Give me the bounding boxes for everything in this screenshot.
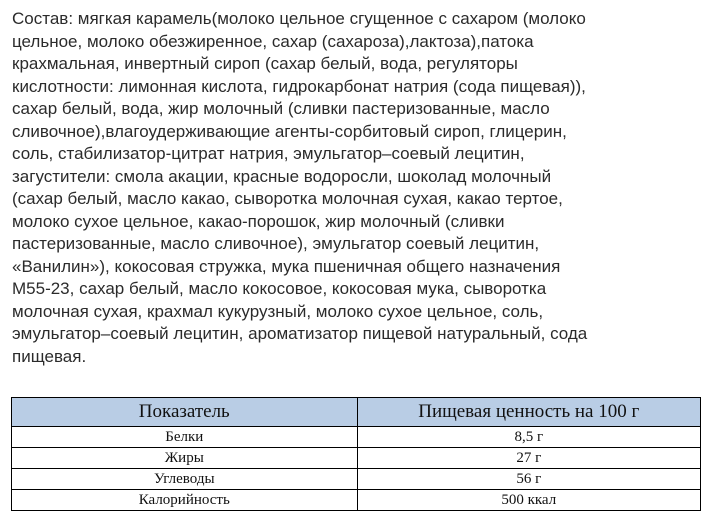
table-row	[12, 469, 701, 490]
nutrition-header-row	[12, 398, 701, 427]
ingredients-text	[12, 8, 702, 368]
ingredients-line: цельное, молоко обезжиренное, сахар (сахароза),лактоза),патока	[12, 31, 534, 51]
ingredients-line: сливочное),влагоудерживающие агенты-сорбитовый сироп, глицерин,	[12, 121, 567, 141]
ingredients-line: молоко сухое цельное, какао-порошок, жир молочный (сливки	[12, 211, 505, 231]
indicator-cell: Углеводы	[12, 469, 358, 490]
table-row	[12, 448, 701, 469]
indicator-cell: Калорийность	[12, 490, 358, 511]
value-cell: 56 г	[357, 469, 700, 490]
value-cell: 8,5 г	[357, 427, 700, 448]
ingredients-line: «Ванилин»), кокосовая стружка, мука пшеничная общего назначения	[12, 256, 561, 276]
column-header-indicator: Показатель	[12, 398, 358, 427]
ingredients-line: молочная сухая, крахмал кукурузный, молоко сухое цельное, соль,	[12, 301, 544, 321]
value-cell: 500 ккал	[357, 490, 700, 511]
ingredients-line: М55-23, сахар белый, масло кокосовое, кокосовая мука, сыворотка	[12, 279, 547, 298]
ingredients-line: крахмальная, инвертный сироп (сахар белый, вода, регуляторы	[12, 54, 518, 73]
indicator-cell: Жиры	[12, 448, 358, 469]
value-cell: 27 г	[357, 448, 700, 469]
ingredients-line: пищевая.	[12, 346, 87, 366]
ingredients-line: сахар белый, вода, жир молочный (сливки пастеризованные, масло	[12, 99, 550, 118]
ingredients-line: эмульгатор–соевый лецитин, ароматизатор пищевой натуральный, сода	[12, 324, 588, 343]
ingredients-line: загустители: смола акации, красные водоросли, шоколад молочный	[12, 166, 552, 186]
ingredients-line: соль, стабилизатор-цитрат натрия, эмульгатор–соевый лецитин,	[12, 144, 525, 163]
ingredients-line: кислотности: лимонная кислота, гидрокарбонат натрия (сода пищевая)),	[12, 76, 586, 96]
ingredients-line: пастеризованные, масло сливочное), эмульгатор соевый лецитин,	[12, 234, 540, 253]
ingredients-line: Состав: мягкая карамель(молоко цельное сгущенное с сахаром (молоко	[12, 9, 586, 28]
column-header-value: Пищевая ценность на 100 г	[357, 398, 700, 427]
table-row	[12, 427, 701, 448]
nutrition-table	[11, 397, 701, 511]
ingredients-line: (сахар белый, масло какао, сыворотка молочная сухая, какао тертое,	[12, 189, 563, 208]
table-row	[12, 490, 701, 511]
indicator-cell: Белки	[12, 427, 358, 448]
